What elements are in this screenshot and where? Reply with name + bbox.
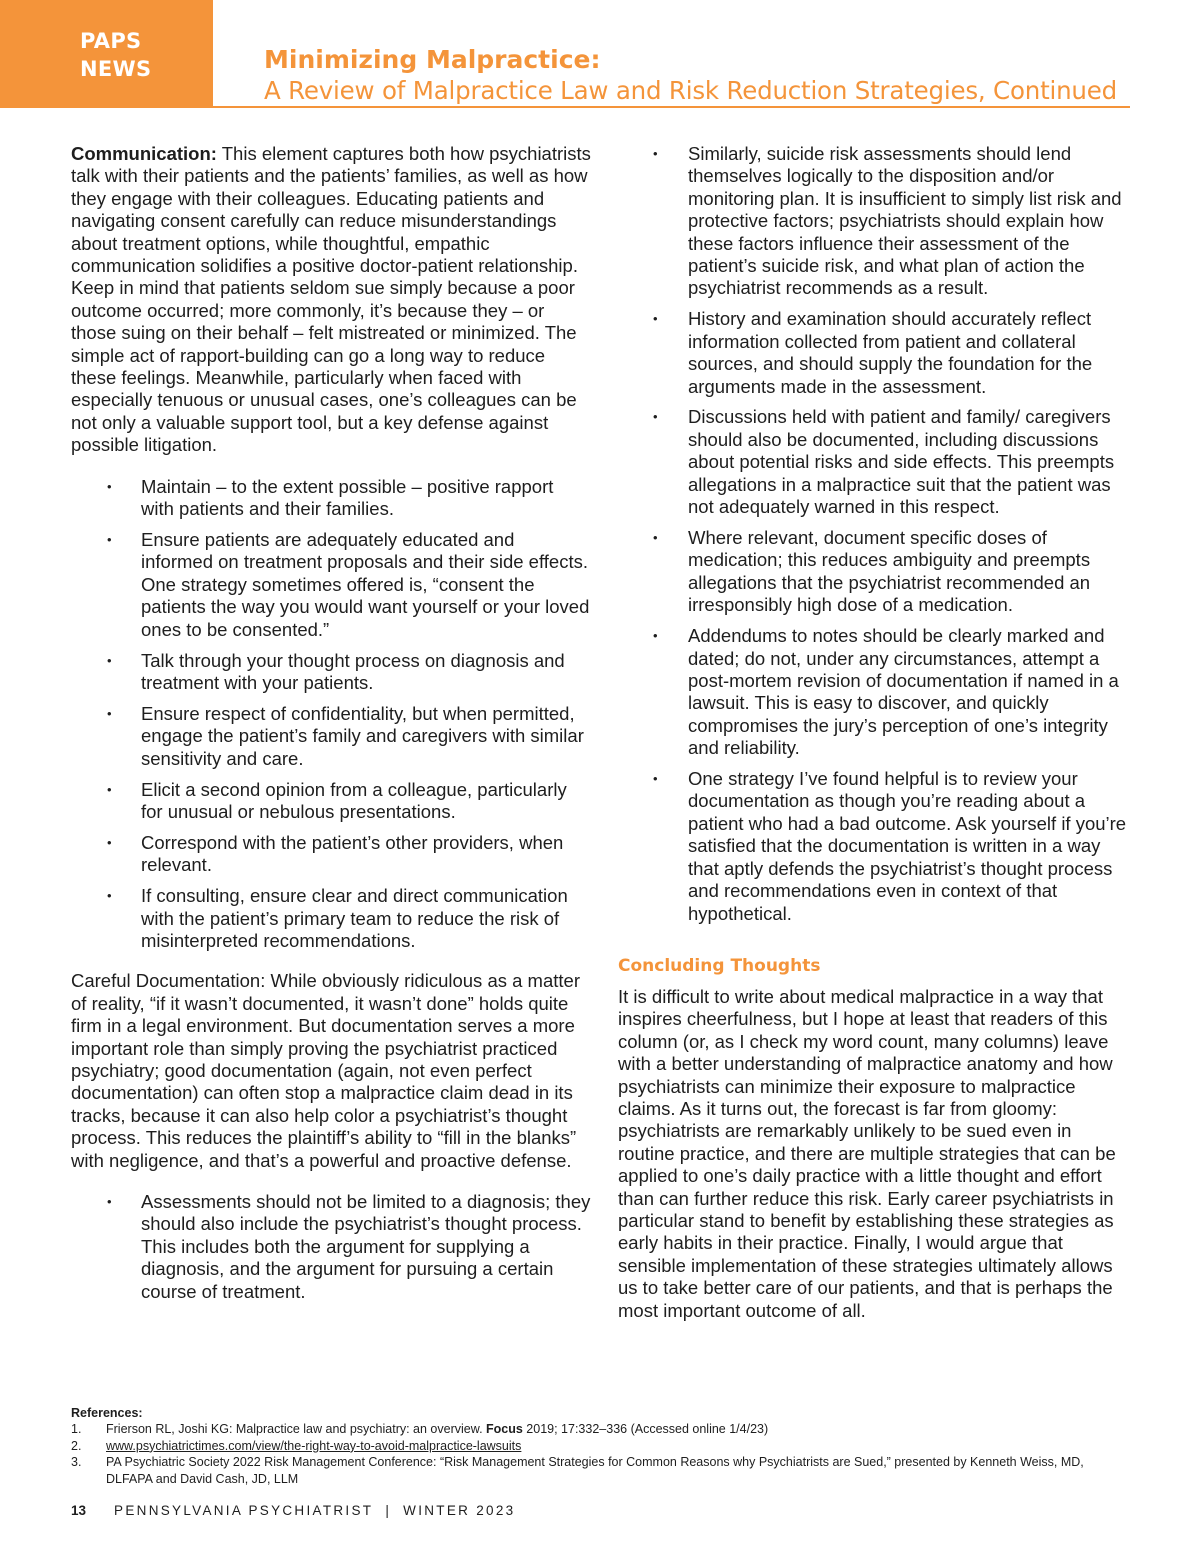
concluding-paragraph: It is difficult to write about medical malpractice in a way that inspires cheerfulness, but I hope at least that readers of this column (or, as I check my word count, many columns) leave with a better understanding of malpractice anatomy and how psychiatrists can minimize their exposure to malpractice claims. As it turns out, the forecast is far from gloomy: psychiatrists are remarkably unlikely to be sued even in routine practice, and there are multiple strategies that can be applied to one’s daily practice with a little thought and effort than can further reduce this risk. Early career psychiatrists in particular stand to benefit by establishing these strategies as early habits in their practice. Finally, I would argue that sensible implementation of these strategies ultimately allows us to take better care of our patients, and that is perhaps the most important outcome of all. [618, 985, 1116, 1321]
communication-body: This element captures both how psychiatrists talk with their patients and the patients’ families, as well as how they engage with their colleagues. Educating patients and navigating consent carefully can reduce misunderstandings about treatment options, while thoughtful, empathic communication solidifies a positive doctor-patient relationship. Keep in mind that patients seldom sue simply because a poor outcome occurred; more commonly, it’s because they – or those suing on their behalf – felt mistreated or minimized. The simple act of rapport-building can go a long way to reduce these feelings. Meanwhile, particularly when faced with especially tenuous or unusual cases, one’s colleagues can be not only a valuable support tool, but a key defense against possible litigation. [71, 143, 591, 456]
list-item-text: Ensure patients are adequately educated and informed on treatment proposals and their side effects. One strategy sometimes offered is, “consent the patients the way you would want yourself or your loved ones to be consented.” [141, 529, 590, 640]
bullet-icon: • [107, 834, 112, 850]
bullet-icon: • [653, 409, 658, 425]
reference-item [71, 1438, 1131, 1454]
list-item [653, 143, 1130, 300]
reference-text-end: 2019; 17:332–336 (Accessed online 1/4/23) [522, 1422, 769, 1437]
footer-separator: | [385, 1503, 392, 1518]
list-item-text: One strategy I’ve found helpful is to review your documentation as though you’re reading about a patient who had a bad outcome. Ask yourself if you’re satisfied that the documentation is written in a way that aptly defends the psychiatrist’s thought process and recommendations even in context of that hypothetical. [688, 768, 1127, 924]
list-item-text: Where relevant, document specific doses of medication; this reduces ambiguity and preempts allegations that the psychiatrist recommended an irresponsibly high dose of a medication. [688, 527, 1091, 616]
header-divider [213, 106, 1130, 108]
article-title: Minimizing Malpractice: [264, 45, 601, 74]
references-list [71, 1421, 1131, 1487]
list-item [653, 625, 1130, 759]
bullet-icon: • [653, 146, 658, 161]
communication-bullet-list [71, 476, 591, 953]
bullet-icon: • [653, 628, 658, 644]
list-item-text: Correspond with the patient’s other providers, when relevant. [141, 831, 564, 876]
bullet-icon: • [107, 652, 112, 668]
list-item [107, 831, 591, 877]
right-column [618, 143, 1130, 1322]
article-header [264, 44, 1144, 106]
communication-paragraph [71, 143, 591, 457]
concluding-thoughts-heading: Concluding Thoughts [618, 955, 821, 976]
list-item-text: Similarly, suicide risk assessments should lend themselves logically to the disposition and/or monitoring plan. It is insufficient to simply list risk and protective factors; psychiatrists should explain how these factors influence their assessment of the patient’s suicide risk, and what plan of action the psychiatrist recommends as a result. [688, 143, 1122, 299]
list-item [653, 768, 1130, 925]
reference-journal: Focus [486, 1422, 523, 1437]
paps-news-badge [0, 0, 213, 108]
badge-line-1: PAPS [80, 29, 142, 53]
list-item [107, 702, 591, 770]
reference-item [71, 1421, 1131, 1437]
list-item [107, 1191, 591, 1303]
publication-name: PENNSYLVANIA PSYCHIATRIST [114, 1503, 374, 1518]
documentation-bullet-list-continued [618, 143, 1130, 925]
documentation-bullet-list [71, 1191, 591, 1303]
bullet-icon: • [107, 781, 112, 797]
page-footer [71, 1503, 515, 1518]
list-item [107, 475, 591, 521]
list-item-text: History and examination should accurately reflect information collected from patient and collateral sources, and should supply the foundation for the arguments made in the assessment. [688, 308, 1093, 397]
list-item-text: Elicit a second opinion from a colleague, particularly for unusual or nebulous presentations. [141, 778, 567, 822]
list-item [107, 649, 591, 695]
bullet-icon: • [107, 478, 112, 494]
references-section [71, 1405, 1131, 1487]
badge-line-2: NEWS [80, 57, 152, 81]
issue-date: WINTER 2023 [403, 1503, 516, 1518]
list-item-text: Maintain – to the extent possible – positive rapport with patients and their families. [141, 475, 554, 520]
page-number: 13 [71, 1503, 87, 1518]
reference-text: PA Psychiatric Society 2022 Risk Management Conference: “Risk Management Strategies for Common Reasons why Psychiatrists are Sued,” presented by Kenneth Weiss, MD, DLFAPA and David Cash, JD, LLM [106, 1455, 1084, 1486]
list-item-text: Assessments should not be limited to a diagnosis; they should also include the psychiatrist’s thought process. This includes both the argument for supplying a diagnosis, and the argument for pursuing a certain course of treatment. [141, 1191, 591, 1302]
reference-link[interactable]: www.psychiatrictimes.com/view/the-right-way-to-avoid-malpractice-lawsuits [106, 1438, 522, 1453]
reference-number: 3. [71, 1455, 82, 1470]
list-item [107, 529, 591, 641]
list-item [653, 406, 1130, 518]
list-item-text: If consulting, ensure clear and direct communication with the patient’s primary team to reduce the risk of misinterpreted recommendations. [141, 885, 568, 951]
bullet-icon: • [653, 530, 658, 545]
list-item-text: Ensure respect of confidentiality, but when permitted, engage the patient’s family and caregivers with similar sensitivity and care. [141, 702, 584, 769]
left-column [71, 143, 591, 1321]
bullet-icon: • [107, 888, 112, 904]
references-heading: References: [71, 1406, 143, 1420]
bullet-icon: • [107, 532, 112, 547]
list-item-text: Addendums to notes should be clearly marked and dated; do not, under any circumstances, attempt a post-mortem revision of documentation if named in a lawsuit. This is easy to discover, and quickly compromises the jury’s perception of one’s integrity and reliability. [688, 625, 1119, 759]
list-item-text: Discussions held with patient and family/ caregivers should also be documented, including discussions about potential risks and side effects. This preempts allegations in a malpractice suit that the patient was not adequately warned in this respect. [688, 406, 1115, 518]
reference-item [71, 1454, 1131, 1487]
article-subtitle: A Review of Malpractice Law and Risk Reduction Strategies, Continued [264, 76, 1117, 105]
list-item [107, 885, 591, 952]
documentation-paragraph: Careful Documentation: While obviously ridiculous as a matter of reality, “if it wasn’t documented, it wasn’t done” holds quite firm in a legal environment. But documentation serves a more important role than simply proving the psychiatrist practiced psychiatry; good documentation (again, not even perfect documentation) can often stop a malpractice claim dead in its tracks, because it can also help color a psychiatrist’s thought process. This reduces the plaintiff’s ability to “fill in the blanks” with negligence, and that’s a powerful and proactive defense. [71, 970, 580, 1171]
reference-text: Frierson RL, Joshi KG: Malpractice law and psychiatry: an overview. [106, 1422, 487, 1437]
list-item [107, 778, 591, 824]
list-item [653, 308, 1130, 398]
bullet-icon: • [107, 1194, 112, 1210]
bullet-icon: • [653, 311, 658, 327]
bullet-icon: • [653, 771, 658, 787]
reference-number: 1. [71, 1422, 82, 1437]
communication-lead: Communication: [71, 143, 217, 164]
list-item [653, 527, 1130, 617]
bullet-icon: • [107, 705, 112, 721]
list-item-text: Talk through your thought process on diagnosis and treatment with your patients. [141, 649, 565, 693]
reference-number: 2. [71, 1438, 82, 1453]
